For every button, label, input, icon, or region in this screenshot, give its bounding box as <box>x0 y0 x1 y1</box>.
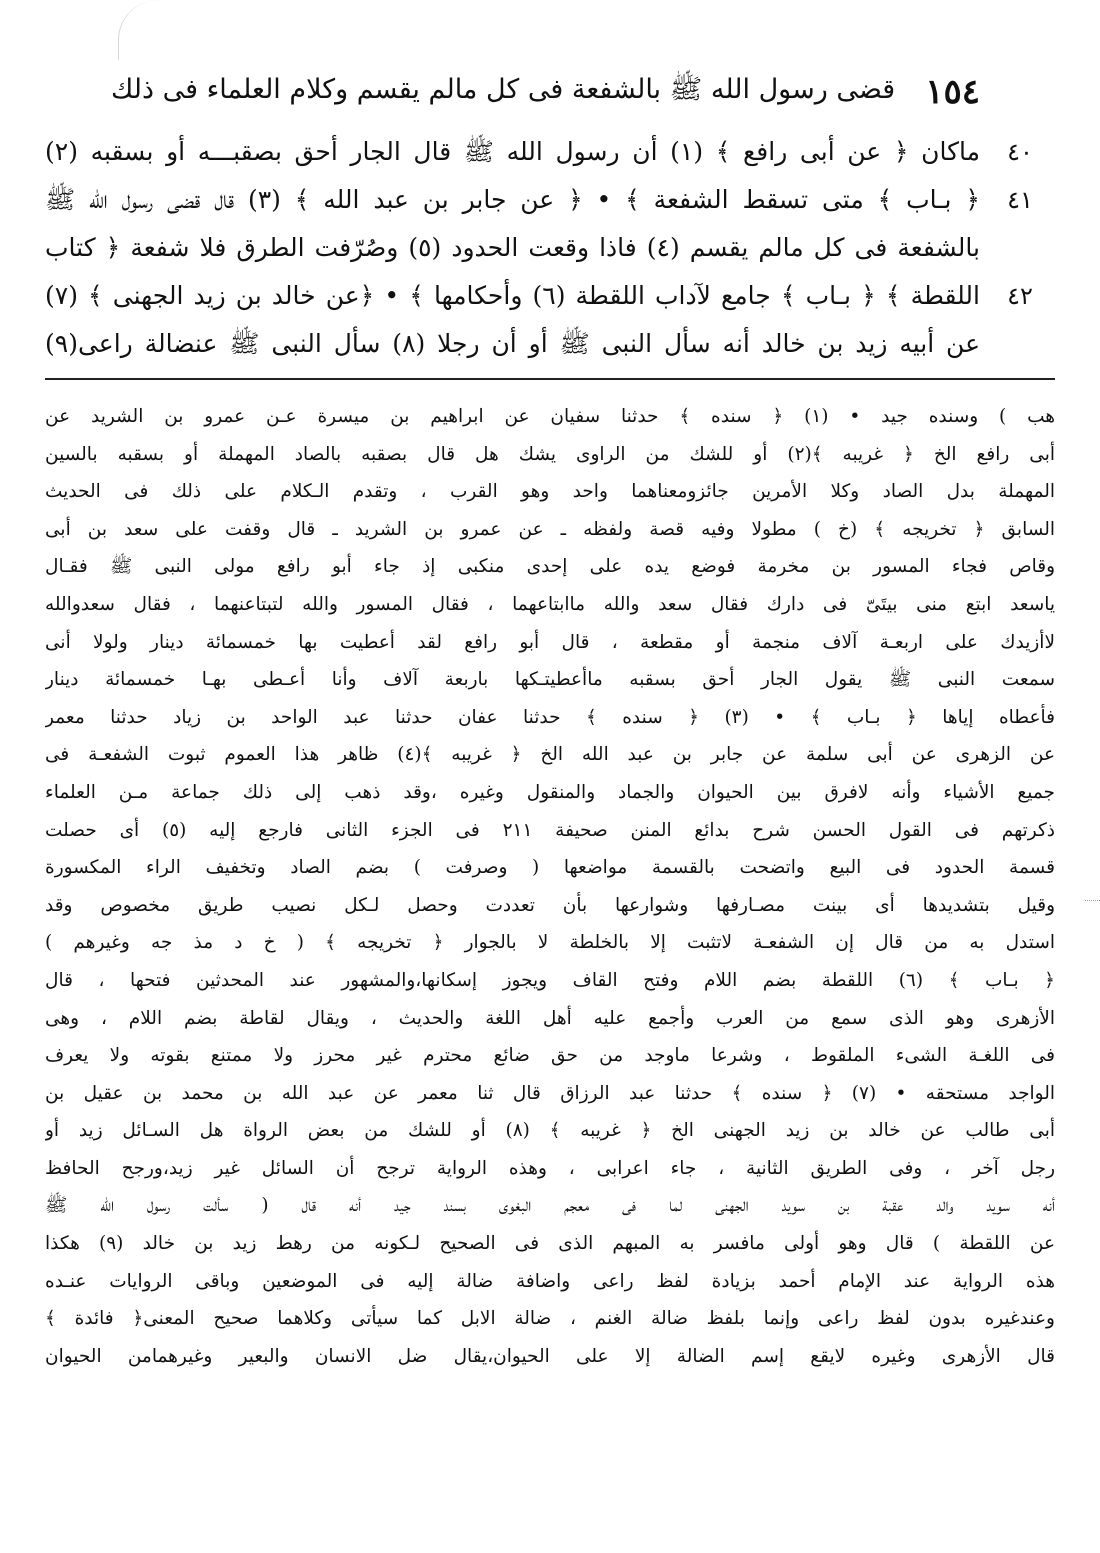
hadith-line <box>45 272 1050 320</box>
hadith-number: ٤٠ <box>1007 138 1033 166</box>
footnote-divider <box>45 378 1055 380</box>
hadith-line-text: اللقطة ﴾ ﴿ بـاب ﴾ جامع لآداب اللقطة (٦) وأحكامها ﴾ • ﴿عن خالد بن زيد الجهنى ﴾ (٧) <box>45 281 980 310</box>
commentary-line: جميع الأشياء وأنه لافرق بين الحيوان والجماد والمنقول وغيره ،وقد ذهب إلى ذلك جماعة مـن العلماء <box>45 781 1055 803</box>
hadith-line-text: ﴿ بـاب ﴾ متى تسقط الشفعة ﴾ • ﴿ عن جابر بن عبد الله ﴾ (٣) قال قضى رسول الله ﷺ <box>45 185 980 214</box>
commentary-line: ياسعد ابتع منى بيتَىّ فى دارك فقال سعد والله ماابتاعهما ، فقال المسور والله لتبتاعنهما ، فقال سعدوالله <box>45 593 1055 615</box>
commentary-line: وعندغيره بدون لفظ راعى وإنما بلفظ ضالة الغنم ، ضالة الابل كما سيأتى وكلاهما صحيح المعنى﴿ فائدة ﴾ <box>45 1308 1055 1330</box>
commentary-line: فأعطاه إياها ﴿ بـاب ﴾ • (٣) ﴿ سنده ﴾ حدثنا عفان حدثنا عبد الواحد بن زياد حدثنا معمر <box>45 706 1055 728</box>
commentary-line: ذكرتهم فى القول الحسن شرح بدائع المنن صحيفة ٢١١ فى الجزء الثانى فارجع إليه (٥) أى حصلت <box>45 819 1055 841</box>
commentary-line: أبى طالب عن خالد بن زيد الجهنى الخ ﴿ غريبه ﴾ (٨) أو للشك من بعض الرواة هل السـائل زيد أو <box>45 1120 1055 1142</box>
commentary-line: قال الأزهرى وغيره لايقع إسم الضالة إلا على الحيوان،يقال ضل الانسان والبعير وغيرهمامن الحيوان <box>45 1345 1055 1367</box>
commentary-line: الأزهرى وهو الذى سمع من العرب وأجمع عليه أهل اللغة والحديث ، ويقال لقاطة بضم اللام ، وهى <box>45 1007 1055 1029</box>
page-number: ١٥٤ <box>925 72 980 112</box>
commentary-line: هب ) وسنده جيد • (١) ﴿ سنده ﴾ حدثنا سفيان عن ابراهيم بن ميسرة عـن عمرو بن الشريد عن <box>45 406 1055 427</box>
commentary-block <box>45 398 1055 1375</box>
commentary-line: عن الزهرى عن أبى سلمة عن جابر بن عبد الله الخ ﴿ غريبه ﴾(٤) ظاهر هذا العموم ثبوت الشفعـة فى <box>45 744 1055 766</box>
hadith-line <box>45 224 1050 272</box>
commentary-line: ﴿ بـاب ﴾ (٦) اللقطة بضم اللام وفتح القاف ويجوز إسكانها،والمشهور عند المحدثين فتحها ، قال <box>45 969 1055 991</box>
margin-dots <box>1085 900 1100 901</box>
hadith-number: ٤٢ <box>1007 282 1033 310</box>
commentary-line: أنه سويد والد عقبة بن سويد الجهنى لما فى معجم البغوى بسند جيد أنه قال ( سألت رسول الله ﷺ <box>45 1195 1055 1217</box>
commentary-line: استدل به من قال إن الشفعـة لاتثبت إلا بالخلطة لا بالجوار ﴿ تخريجه ﴾ ( خ د مذ جه وغيرهم ) <box>45 932 1055 954</box>
hadith-line-text: ماكان ﴿ عن أبى رافع ﴾ (١) أن رسول الله ﷺ قال الجار أحق بصقبـــه أو بسقبه (٢) <box>45 137 980 166</box>
commentary-line: الواجد مستحقه • (٧) ﴿ سنده ﴾ حدثنا عبد الرزاق قال ثنا معمر عن عبد الله بن محمد بن عقيل بن <box>45 1082 1055 1104</box>
commentary-line: هذه الرواية عند الإمام أحمد بزيادة لفظ راعى واضافة ضالة إليه فى الموضعين وباقى الروايات عنـده <box>45 1270 1055 1292</box>
hadith-line <box>45 176 1050 224</box>
hadith-line <box>45 128 1050 176</box>
commentary-line: المهملة بدل الصاد وكلا الأمرين جائزومعناهما واحد وهو القرب ، وتقدم الـكلام على ذلك فى الحديث <box>45 481 1055 503</box>
commentary-line: وقيل بتشديدها أى بينت مصـارفها وشوارعها بأن تعددت وحصل لـكل نصيب طريق مخصوص وقد <box>45 894 1055 916</box>
commentary-line: وقاص فجاء المسور بن مخرمة فوضع يده على إحدى منكبى إذ جاء أبو رافع مولى النبى ﷺ فقـال <box>45 556 1055 578</box>
commentary-line: لاأزيدك على اربعـة آلاف منجمة أو مقطعة ، قال أبو رافع لقد أعطيت بها خمسمائة دينار ولولا أنى <box>45 631 1055 653</box>
hadith-line-text: بالشفعة فى كل مالم يقسم (٤) فاذا وقعت الحدود (٥) وصُرّفت الطرق فلا شفعة ﴿ كتاب <box>45 233 980 262</box>
page-header <box>111 70 980 114</box>
running-title: قضى رسول الله ﷺ بالشفعة فى كل مالم يقسم وكلام العلماء فى ذلك <box>111 74 896 105</box>
commentary-line: فى اللغـة الشىء الملقوط ، وشرعا ماوجد من حق ضائع محترم غير محرز ولا ممتنع بقوته ولا يعرف <box>45 1045 1055 1067</box>
commentary-line: عن اللقطة ) قال وهو أولى مافسر به المبهم الذى فى الصحيح لـكونه من رهط زيد بن خالد (٩) هكذا <box>45 1233 1055 1255</box>
commentary-line: أبى رافع الخ ﴿ غريبه ﴾(٢) أو للشك من الراوى يشك هل قال بصقبه بالصاد المهملة أو بسقبه بالسين <box>45 443 1055 465</box>
commentary-line: سمعت النبى ﷺ يقول الجار أحق بسقبه ماأعطيتـكها باربعة آلاف وأنا أعـطى بهـا خمسمائة دينار <box>45 669 1055 691</box>
commentary-line: السابق ﴿ تخريجه ﴾ (خ ) مطولا وفيه قصة ولفظه ـ عن عمرو بن الشريد ـ قال وقفت على سعد بن أبى <box>45 518 1055 540</box>
commentary-line: رجل آخر ، وفى الطريق الثانية ، جاء اعرابى ، وهذه الرواية ترجح أن السائل غير زيد،ورجح الحافظ <box>45 1157 1055 1179</box>
commentary-line: قسمة الحدود فى البيع واتضحت بالقسمة مواضعها ( وصرفت ) بضم الصاد وتخفيف الراء المكسورة <box>45 857 1055 879</box>
hadith-text-block <box>45 128 1050 368</box>
page-fold-mark <box>118 0 159 60</box>
hadith-line <box>45 320 1050 368</box>
hadith-number: ٤١ <box>1007 186 1033 214</box>
hadith-line-text: عن أبيه زيد بن خالد أنه سأل النبى ﷺ أو أن رجلا (٨) سأل النبى ﷺ عنضالة راعى(٩) <box>45 329 980 358</box>
